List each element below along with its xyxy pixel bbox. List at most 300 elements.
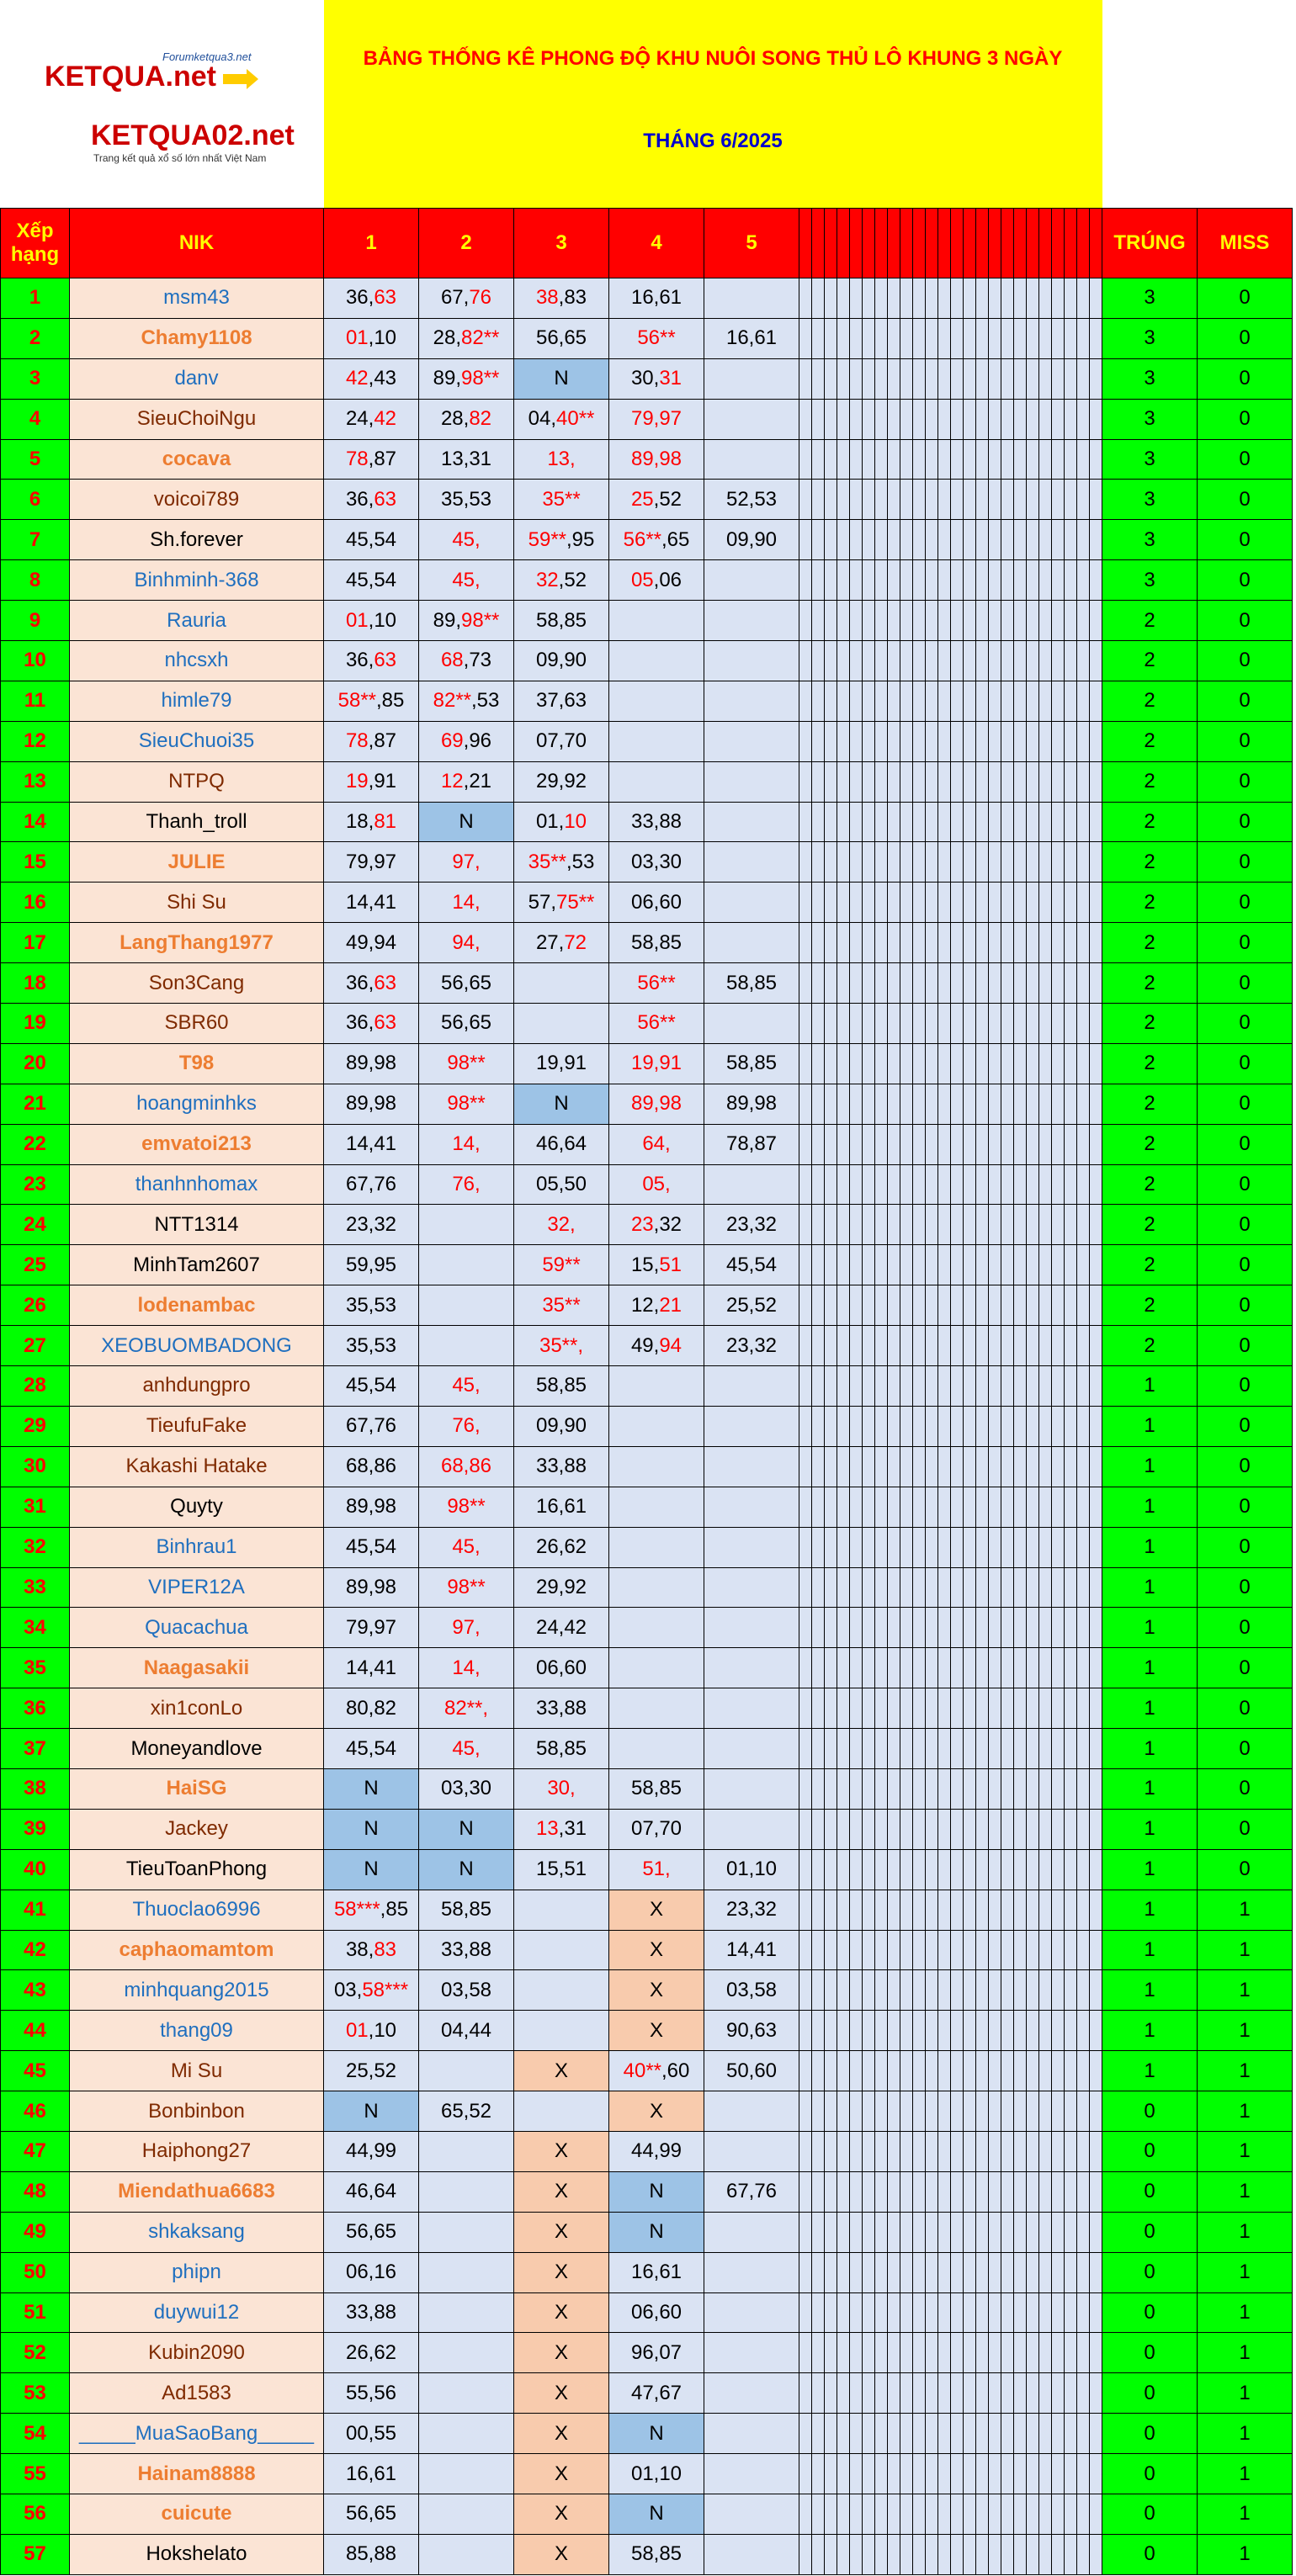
spacer-cell xyxy=(850,2494,863,2534)
spacer-cell xyxy=(938,1608,951,1648)
spacer-cell xyxy=(1039,641,1052,681)
spacer-cell xyxy=(976,2333,989,2373)
spacer-cell xyxy=(900,963,913,1004)
spacer-cell xyxy=(926,1164,938,1205)
spacer-cell xyxy=(1077,1648,1090,1688)
number: ,83 xyxy=(558,286,587,310)
nik-cell: Rauria xyxy=(70,601,324,641)
day-4-cell xyxy=(609,601,704,641)
spacer-cell xyxy=(900,1285,913,1326)
spacer-cell xyxy=(863,1205,875,1245)
spacer-cell xyxy=(1077,1084,1090,1124)
day-3-cell: X xyxy=(514,2252,609,2292)
spacer-cell xyxy=(900,1164,913,1205)
spacer-cell xyxy=(1090,2534,1102,2574)
spacer-cell xyxy=(863,1849,875,1890)
spacer-cell xyxy=(837,1124,850,1164)
spacer-cell xyxy=(1014,2252,1027,2292)
miss-cell: 0 xyxy=(1198,1768,1293,1809)
day-3-cell xyxy=(514,1970,609,2011)
rank-cell: 8 xyxy=(1,560,70,601)
spacer-cell xyxy=(863,439,875,480)
spacer-cell xyxy=(837,399,850,439)
spacer-cell xyxy=(812,2091,825,2132)
spacer-cell xyxy=(900,2171,913,2212)
spacer-cell xyxy=(976,681,989,721)
day-1-cell xyxy=(324,439,419,480)
spacer-cell xyxy=(837,2373,850,2414)
spacer-cell xyxy=(1027,1366,1039,1407)
spacer-cell xyxy=(1014,2534,1027,2574)
day-5-cell xyxy=(704,278,799,319)
spacer-cell xyxy=(812,842,825,883)
day-3-cell xyxy=(514,641,609,681)
spacer-cell xyxy=(926,439,938,480)
spacer-cell xyxy=(863,1970,875,2011)
number: 89,98 xyxy=(725,1092,778,1116)
day-1-cell xyxy=(324,1648,419,1688)
spacer-cell xyxy=(1065,2011,1077,2051)
spacer-cell xyxy=(1014,278,1027,319)
miss-cell: 0 xyxy=(1198,1648,1293,1688)
spacer-cell xyxy=(976,1004,989,1044)
spacer-cell xyxy=(888,1970,900,2011)
spacer-cell xyxy=(1014,601,1027,641)
spacer-cell xyxy=(913,439,926,480)
spacer-cell xyxy=(913,1245,926,1285)
spacer-cell xyxy=(989,2534,1001,2574)
number: 45,54 xyxy=(345,1535,397,1559)
spacer-cell xyxy=(938,963,951,1004)
spacer-cell xyxy=(799,1849,812,1890)
spacer-cell xyxy=(951,318,964,358)
miss-cell: 0 xyxy=(1198,963,1293,1004)
spacer-cell xyxy=(1027,318,1039,358)
number: 45,54 xyxy=(345,1374,397,1397)
spacer-cell xyxy=(951,2212,964,2252)
spacer-cell xyxy=(926,1004,938,1044)
spacer-cell xyxy=(989,2292,1001,2333)
spacer-cell xyxy=(1027,681,1039,721)
nik-cell: xin1conLo xyxy=(70,1688,324,1729)
day-5-cell xyxy=(704,2292,799,2333)
spacer-cell xyxy=(812,2292,825,2333)
spacer-cell xyxy=(1052,2534,1065,2574)
spacer-cell xyxy=(938,2454,951,2494)
day-3-cell xyxy=(514,520,609,560)
spacer-cell xyxy=(825,842,837,883)
col-spacer xyxy=(1039,209,1052,278)
hit-number: 56** xyxy=(637,971,676,994)
spacer-cell xyxy=(1052,802,1065,842)
spacer-cell xyxy=(900,1930,913,1970)
spacer-cell xyxy=(964,1245,976,1285)
spacer-cell xyxy=(938,2131,951,2171)
number: 50,60 xyxy=(725,2059,778,2082)
hit-number: 23 xyxy=(630,1212,654,1236)
spacer-cell xyxy=(799,2373,812,2414)
number: ,31 xyxy=(558,1817,587,1841)
day-3-cell: N xyxy=(514,358,609,399)
spacer-cell xyxy=(888,1245,900,1285)
spacer-cell xyxy=(1027,802,1039,842)
number: 13,31 xyxy=(440,448,492,470)
spacer-cell xyxy=(900,2051,913,2091)
spacer-cell xyxy=(1039,1527,1052,1567)
number: 29,92 xyxy=(535,770,587,793)
spacer-cell xyxy=(1065,1567,1077,1608)
spacer-cell xyxy=(964,1084,976,1124)
spacer-cell xyxy=(989,1809,1001,1849)
spacer-cell xyxy=(1014,2051,1027,2091)
table-row xyxy=(1,1890,1293,1930)
number: 89,98 xyxy=(345,1495,397,1519)
spacer-cell xyxy=(875,1004,888,1044)
spacer-cell xyxy=(989,2212,1001,2252)
spacer-cell xyxy=(951,1285,964,1326)
spacer-cell xyxy=(1065,2414,1077,2454)
spacer-cell xyxy=(812,1930,825,1970)
spacer-cell xyxy=(976,560,989,601)
spacer-cell xyxy=(926,2212,938,2252)
spacer-cell xyxy=(1039,520,1052,560)
logo1-tag: Forumketqua3.net xyxy=(162,50,252,63)
day-4-cell: X xyxy=(609,1930,704,1970)
spacer-cell xyxy=(863,1004,875,1044)
day-1-cell xyxy=(324,923,419,963)
day-5-cell xyxy=(704,1245,799,1285)
day-2-cell xyxy=(419,2131,514,2171)
spacer-cell xyxy=(850,761,863,802)
spacer-cell xyxy=(1039,1326,1052,1366)
number: 06,16 xyxy=(345,2261,397,2284)
spacer-cell xyxy=(850,2373,863,2414)
hit-number: 45, xyxy=(452,568,481,591)
day-2-cell xyxy=(419,1245,514,1285)
spacer-cell xyxy=(1090,802,1102,842)
number: ,10 xyxy=(368,608,397,632)
table-row xyxy=(1,1608,1293,1648)
spacer-cell xyxy=(837,1245,850,1285)
day-4-cell xyxy=(609,802,704,842)
spacer-cell xyxy=(913,1205,926,1245)
table-row xyxy=(1,399,1293,439)
miss-cell: 0 xyxy=(1198,1245,1293,1285)
spacer-cell xyxy=(964,2534,976,2574)
number: 03, xyxy=(333,1978,363,2001)
spacer-cell xyxy=(1090,520,1102,560)
spacer-cell xyxy=(989,399,1001,439)
col-spacer xyxy=(1027,209,1039,278)
spacer-cell xyxy=(875,1406,888,1446)
hit-number: 97, xyxy=(452,850,481,873)
miss-cell: 1 xyxy=(1198,2454,1293,2494)
spacer-cell xyxy=(913,761,926,802)
spacer-cell xyxy=(989,721,1001,761)
hit-number: 68 xyxy=(440,649,464,672)
spacer-cell xyxy=(875,1285,888,1326)
spacer-cell xyxy=(951,2373,964,2414)
spacer-cell xyxy=(799,842,812,883)
spacer-cell xyxy=(989,520,1001,560)
spacer-cell xyxy=(1039,1487,1052,1527)
spacer-cell xyxy=(913,1970,926,2011)
spacer-cell xyxy=(964,681,976,721)
nik-cell: TieuToanPhong xyxy=(70,1849,324,1890)
spacer-cell xyxy=(976,2131,989,2171)
spacer-cell xyxy=(812,1124,825,1164)
spacer-cell xyxy=(875,2091,888,2132)
spacer-cell xyxy=(964,358,976,399)
spacer-cell xyxy=(812,721,825,761)
spacer-cell xyxy=(1065,1487,1077,1527)
spacer-cell xyxy=(1001,2051,1014,2091)
spacer-cell xyxy=(863,1930,875,1970)
spacer-cell xyxy=(900,560,913,601)
spacer-cell xyxy=(951,1245,964,1285)
spacer-cell xyxy=(951,2494,964,2534)
spacer-cell xyxy=(989,1326,1001,1366)
spacer-cell xyxy=(951,802,964,842)
spacer-cell xyxy=(964,601,976,641)
spacer-cell xyxy=(863,601,875,641)
rank-cell: 29 xyxy=(1,1406,70,1446)
number: 58,85 xyxy=(630,2542,683,2566)
spacer-cell xyxy=(1090,2333,1102,2373)
spacer-cell xyxy=(964,2171,976,2212)
hit-number: 76 xyxy=(469,286,492,310)
spacer-cell xyxy=(888,278,900,319)
day-3-cell: X xyxy=(514,2292,609,2333)
trung-cell: 0 xyxy=(1102,2292,1198,2333)
spacer-cell xyxy=(1027,1608,1039,1648)
day-5-cell xyxy=(704,1567,799,1608)
spacer-cell xyxy=(1001,318,1014,358)
spacer-cell xyxy=(913,1326,926,1366)
spacer-cell xyxy=(799,1527,812,1567)
spacer-cell xyxy=(825,2333,837,2373)
spacer-cell xyxy=(1052,2252,1065,2292)
spacer-cell xyxy=(913,2131,926,2171)
spacer-cell xyxy=(1052,560,1065,601)
spacer-cell xyxy=(900,1567,913,1608)
spacer-cell xyxy=(1065,1043,1077,1084)
day-5-cell xyxy=(704,1366,799,1407)
trung-cell: 2 xyxy=(1102,721,1198,761)
day-1-cell xyxy=(324,480,419,520)
spacer-cell xyxy=(799,641,812,681)
miss-cell: 1 xyxy=(1198,2373,1293,2414)
trung-cell: 0 xyxy=(1102,2414,1198,2454)
spacer-cell xyxy=(863,1729,875,1769)
spacer-cell xyxy=(964,2252,976,2292)
spacer-cell xyxy=(900,923,913,963)
spacer-cell xyxy=(863,1124,875,1164)
day-1-cell xyxy=(324,2292,419,2333)
nik-cell: thanhnhomax xyxy=(70,1164,324,1205)
spacer-cell xyxy=(1090,2171,1102,2212)
day-4-cell xyxy=(609,1205,704,1245)
day-1-cell xyxy=(324,1527,419,1567)
spacer-cell xyxy=(989,2091,1001,2132)
day-1-cell xyxy=(324,2252,419,2292)
spacer-cell xyxy=(1039,601,1052,641)
spacer-cell xyxy=(888,761,900,802)
number: 05,50 xyxy=(535,1173,587,1196)
col-spacer xyxy=(875,209,888,278)
day-1-cell xyxy=(324,1890,419,1930)
spacer-cell xyxy=(1090,2212,1102,2252)
spacer-cell xyxy=(1077,2333,1090,2373)
spacer-cell xyxy=(989,1648,1001,1688)
spacer-cell xyxy=(825,318,837,358)
spacer-cell xyxy=(812,923,825,963)
number: 24, xyxy=(345,407,374,431)
hit-number: 64, xyxy=(642,1132,671,1156)
spacer-cell xyxy=(1014,480,1027,520)
spacer-cell xyxy=(888,1729,900,1769)
spacer-cell xyxy=(964,1487,976,1527)
spacer-cell xyxy=(1077,1809,1090,1849)
spacer-cell xyxy=(863,1043,875,1084)
spacer-cell xyxy=(1065,278,1077,319)
number: 58,85 xyxy=(440,1898,492,1921)
spacer-cell xyxy=(900,802,913,842)
col-spacer xyxy=(799,209,812,278)
spacer-cell xyxy=(900,1729,913,1769)
day-2-cell xyxy=(419,560,514,601)
hit-number: 45, xyxy=(452,1535,481,1559)
nik-cell: Hokshelato xyxy=(70,2534,324,2574)
day-4-cell xyxy=(609,842,704,883)
spacer-cell xyxy=(850,1285,863,1326)
number: 89,98 xyxy=(345,1092,397,1116)
spacer-cell xyxy=(837,1326,850,1366)
spacer-cell xyxy=(1001,963,1014,1004)
spacer-cell xyxy=(1014,2212,1027,2252)
spacer-cell xyxy=(1090,923,1102,963)
hit-number: 82** xyxy=(461,326,500,350)
spacer-cell xyxy=(900,601,913,641)
nik-cell: voicoi789 xyxy=(70,480,324,520)
spacer-cell xyxy=(875,601,888,641)
spacer-cell xyxy=(964,721,976,761)
number: 59,95 xyxy=(345,1253,397,1276)
spacer-cell xyxy=(976,1043,989,1084)
spacer-cell xyxy=(1077,641,1090,681)
spacer-cell xyxy=(976,520,989,560)
spacer-cell xyxy=(938,439,951,480)
spacer-cell xyxy=(964,439,976,480)
spacer-cell xyxy=(964,1285,976,1326)
spacer-cell xyxy=(1001,1608,1014,1648)
spacer-cell xyxy=(799,1004,812,1044)
spacer-cell xyxy=(850,2534,863,2574)
day-5-cell xyxy=(704,2494,799,2534)
spacer-cell xyxy=(1039,1366,1052,1407)
number: 26,62 xyxy=(345,2340,397,2364)
spacer-cell xyxy=(1052,842,1065,883)
spacer-cell xyxy=(1052,2373,1065,2414)
number: 28, xyxy=(440,407,470,431)
day-4-cell xyxy=(609,1809,704,1849)
hit-number: 25 xyxy=(630,487,654,511)
spacer-cell xyxy=(1039,1446,1052,1487)
spacer-cell xyxy=(964,2212,976,2252)
spacer-cell xyxy=(1039,1648,1052,1688)
spacer-cell xyxy=(1001,761,1014,802)
day-4-cell: X xyxy=(609,1970,704,2011)
spacer-cell xyxy=(913,2414,926,2454)
day-5-cell xyxy=(704,318,799,358)
day-2-cell xyxy=(419,721,514,761)
day-1-cell xyxy=(324,2212,419,2252)
day-5-cell xyxy=(704,1768,799,1809)
spacer-cell xyxy=(850,1164,863,1205)
spacer-cell xyxy=(888,1487,900,1527)
spacer-cell xyxy=(1052,1487,1065,1527)
spacer-cell xyxy=(938,560,951,601)
spacer-cell xyxy=(1014,923,1027,963)
spacer-cell xyxy=(1001,439,1014,480)
spacer-cell xyxy=(1090,842,1102,883)
col-spacer xyxy=(1090,209,1102,278)
spacer-cell xyxy=(850,1768,863,1809)
spacer-cell xyxy=(825,560,837,601)
spacer-cell xyxy=(1039,2171,1052,2212)
day-4-cell: N xyxy=(609,2171,704,2212)
spacer-cell xyxy=(825,439,837,480)
day-2-cell xyxy=(419,1406,514,1446)
number: 09,90 xyxy=(535,649,587,672)
hit-number: 19 xyxy=(345,770,369,793)
day-3-cell xyxy=(514,1567,609,1608)
day-3-cell xyxy=(514,2011,609,2051)
spacer-cell xyxy=(812,2373,825,2414)
spacer-cell xyxy=(799,560,812,601)
table-row xyxy=(1,1366,1293,1407)
miss-cell: 0 xyxy=(1198,1124,1293,1164)
spacer-cell xyxy=(825,1970,837,2011)
day-1-cell xyxy=(324,2131,419,2171)
spacer-cell xyxy=(976,923,989,963)
spacer-cell xyxy=(1014,883,1027,923)
day-4-cell xyxy=(609,1648,704,1688)
spacer-cell xyxy=(913,1527,926,1567)
spacer-cell xyxy=(863,2091,875,2132)
spacer-cell xyxy=(964,761,976,802)
day-2-cell xyxy=(419,2011,514,2051)
spacer-cell xyxy=(850,318,863,358)
spacer-cell xyxy=(825,721,837,761)
spacer-cell xyxy=(976,1930,989,1970)
spacer-cell xyxy=(1065,2373,1077,2414)
day-1-cell xyxy=(324,1446,419,1487)
spacer-cell xyxy=(1014,1849,1027,1890)
spacer-cell xyxy=(926,1366,938,1407)
hit-number: 82** xyxy=(433,689,471,713)
day-2-cell xyxy=(419,1567,514,1608)
hit-number: 42 xyxy=(374,407,397,431)
number: 35,53 xyxy=(440,487,492,511)
spacer-cell xyxy=(1001,1084,1014,1124)
spacer-cell xyxy=(900,2212,913,2252)
spacer-cell xyxy=(913,601,926,641)
number: 45,54 xyxy=(725,1253,778,1276)
spacer-cell xyxy=(964,1527,976,1567)
day-3-cell xyxy=(514,761,609,802)
col-day-2: 2 xyxy=(419,209,514,278)
